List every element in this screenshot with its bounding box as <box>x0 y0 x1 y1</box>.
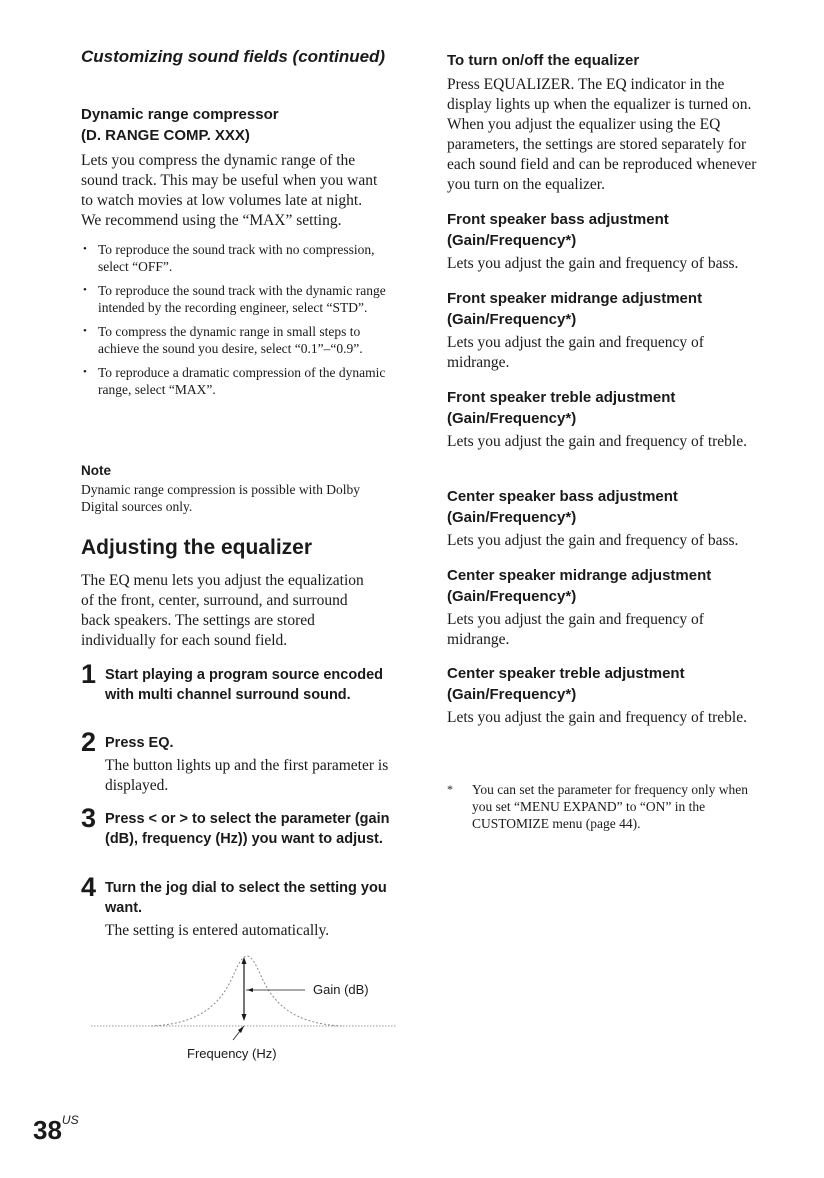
drc-heading-line2: (D. RANGE COMP. XXX) <box>81 127 250 144</box>
eq-heading: Adjusting the equalizer <box>81 536 313 559</box>
drc-intro <box>81 151 415 231</box>
adjust-heading: Front speaker midrange adjustment <box>447 290 703 307</box>
step-number: 4 <box>81 872 97 902</box>
adjust-item <box>447 209 777 274</box>
drc-intro-line: sound track. This may be useful when you want <box>81 172 378 189</box>
eq-intro-line: of the front, center, surround, and surround <box>81 592 348 609</box>
gain-arrow-up <box>242 957 247 964</box>
adjust-heading: Front speaker bass adjustment <box>447 211 669 228</box>
adjust-item <box>447 663 777 728</box>
gain-label: Gain (dB) <box>313 982 369 997</box>
step-title: Press EQ. <box>105 735 174 751</box>
adjust-text: Lets you adjust the gain and frequency of midrange. <box>447 334 704 371</box>
drc-heading <box>81 104 415 146</box>
adjust-item <box>447 288 777 373</box>
drc-bullet: • To compress the dynamic range in small steps to achieve the sound you desire, select “0.1”–“0.9”. <box>81 323 391 357</box>
adjust-heading: Center speaker bass adjustment <box>447 488 678 505</box>
adjust-heading-sub: (Gain/Frequency*) <box>447 588 577 605</box>
gain-leader-arrow <box>247 988 253 992</box>
step-title: Turn the jog dial to select the setting you want. <box>105 880 387 916</box>
adjust-heading-sub: (Gain/Frequency*) <box>447 410 577 427</box>
step-title: Press < or > to select the parameter (gain (dB), frequency (Hz)) you want to adjust. <box>105 811 390 847</box>
step-2 <box>81 727 415 796</box>
adjust-text: Lets you adjust the gain and frequency of treble. <box>447 709 747 726</box>
step-4 <box>81 872 415 941</box>
eq-intro-line: individually for each sound field. <box>81 632 288 649</box>
adjust-heading: Center speaker treble adjustment <box>447 665 685 682</box>
frequency-label: Frequency (Hz) <box>187 1046 277 1061</box>
step-number: 1 <box>81 659 97 689</box>
page-number-suffix: US <box>61 1113 79 1127</box>
adjust-item <box>447 486 777 551</box>
step-desc: The button lights up and the first parameter is displayed. <box>105 757 389 794</box>
section-title: Customizing sound fields (continued) <box>81 47 386 66</box>
onoff-text: Press EQUALIZER. The EQ indicator in the display lights up when the equalizer is turned on. When you adjust the equalizer using the EQ parameters, the settings are stored separately for each sound field and can be reproduced whenever you turn on the equalizer. <box>447 76 757 193</box>
footnote-text: You can set the parameter for frequency only when you set “MENU EXPAND” to “ON” in the CUSTOMIZE menu (page 44). <box>472 782 749 831</box>
step-desc: The setting is entered automatically. <box>105 922 330 939</box>
step-3 <box>81 803 415 849</box>
drc-bullet: • To reproduce the sound track with the dynamic range intended by the recording engineer, select “STD”. <box>81 282 391 316</box>
drc-bullet: • To reproduce the sound track with no compression, select “OFF”. <box>81 241 391 275</box>
footnote <box>447 781 777 832</box>
adjust-heading-sub: (Gain/Frequency*) <box>447 232 577 249</box>
gain-arrow-down <box>242 1014 247 1021</box>
drc-note <box>81 463 415 515</box>
adjust-heading: Center speaker midrange adjustment <box>447 567 712 584</box>
drc-intro-line: Lets you compress the dynamic range of the <box>81 152 356 169</box>
step-number: 3 <box>81 803 97 833</box>
footnote-mark: * <box>447 782 453 796</box>
adjust-heading-sub: (Gain/Frequency*) <box>447 509 577 526</box>
eq-intro-line: The EQ menu lets you adjust the equalization <box>81 572 364 589</box>
drc-bullet-list <box>81 241 391 405</box>
adjust-heading-sub: (Gain/Frequency*) <box>447 686 577 703</box>
step-number: 2 <box>81 727 97 757</box>
eq-intro <box>81 571 415 651</box>
step-title: Start playing a program source encoded with multi channel surround sound. <box>105 667 383 703</box>
adjust-text: Lets you adjust the gain and frequency of bass. <box>447 255 739 272</box>
note-text: Dynamic range compression is possible with Dolby Digital sources only. <box>81 482 360 514</box>
adjust-item <box>447 565 777 650</box>
note-label: Note <box>81 463 111 478</box>
adjust-text: Lets you adjust the gain and frequency of treble. <box>447 433 747 450</box>
eq-intro-line: back speakers. The settings are stored <box>81 612 315 629</box>
drc-heading-line1: Dynamic range compressor <box>81 106 279 123</box>
eq-curve-diagram <box>81 948 411 1066</box>
adjust-heading: Front speaker treble adjustment <box>447 389 676 406</box>
drc-bullet: • To reproduce a dramatic compression of the dynamic range, select “MAX”. <box>81 364 391 398</box>
drc-intro-line: We recommend using the “MAX” setting. <box>81 212 342 229</box>
page-number <box>33 1115 79 1146</box>
drc-intro-line: to watch movies at low volumes late at night. <box>81 192 363 209</box>
adjust-text: Lets you adjust the gain and frequency of midrange. <box>447 611 704 648</box>
adjust-text: Lets you adjust the gain and frequency of bass. <box>447 532 739 549</box>
page-number-value: 38 <box>33 1115 62 1145</box>
onoff-heading: To turn on/off the equalizer <box>447 52 640 69</box>
adjust-item <box>447 387 777 452</box>
step-1 <box>81 659 415 705</box>
adjust-heading-sub: (Gain/Frequency*) <box>447 311 577 328</box>
